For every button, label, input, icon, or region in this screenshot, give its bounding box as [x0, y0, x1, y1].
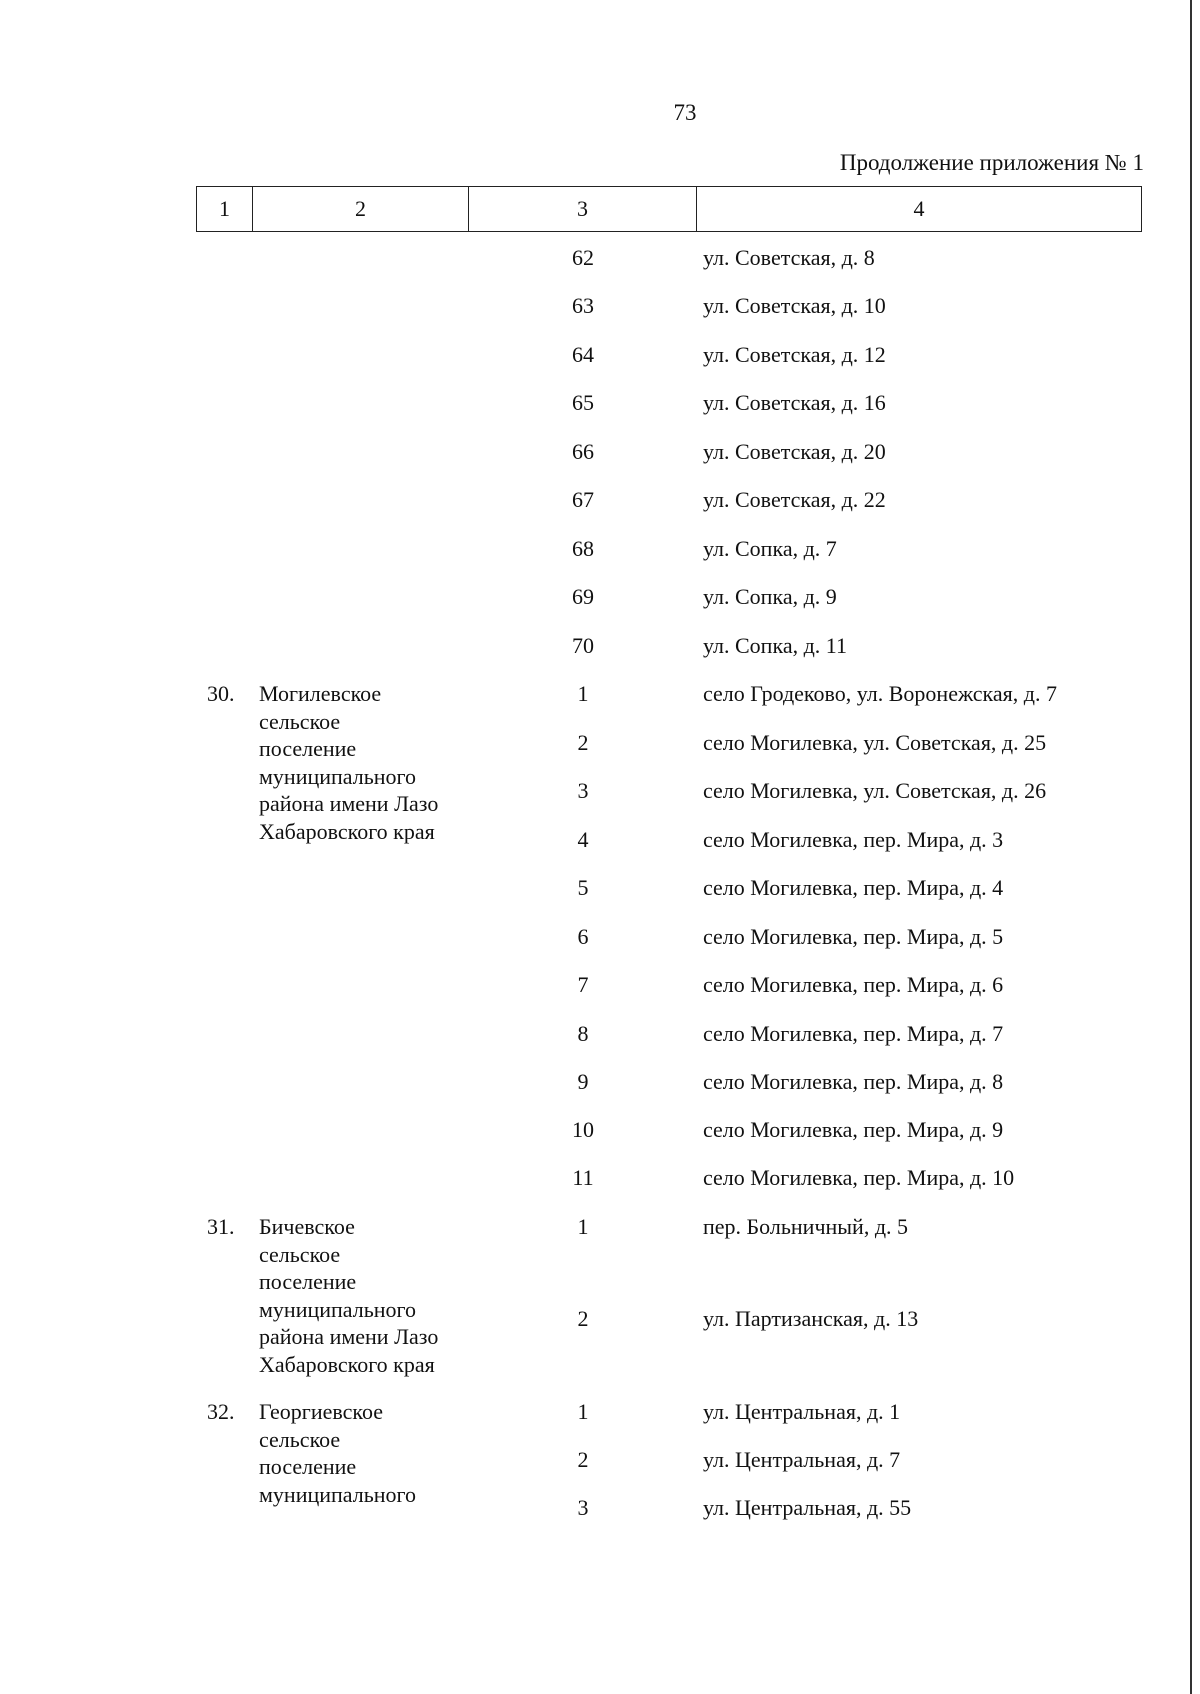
row-address: село Могилевка, пер. Мира, д. 8 — [703, 1069, 1004, 1094]
section-name-line: Хабаровского края — [259, 818, 435, 844]
row-number: 9 — [577, 1069, 589, 1094]
row-number: 6 — [577, 924, 589, 949]
table-row — [0, 582, 1200, 612]
row-address: село Могилевка, пер. Мира, д. 3 — [703, 827, 1004, 852]
section-name-line: сельское — [259, 1426, 341, 1452]
header-col-1: 1 — [197, 187, 253, 232]
appendix-continuation-title: Продолжение приложения № 1 — [839, 150, 1144, 175]
row-address: ул. Центральная, д. 55 — [703, 1495, 912, 1520]
row-address: село Могилевка, ул. Советская, д. 26 — [703, 778, 1047, 803]
row-number: 64 — [572, 342, 594, 367]
row-address: ул. Центральная, д. 7 — [703, 1447, 901, 1472]
row-number: 2 — [577, 1306, 589, 1331]
page-number: 73 — [673, 100, 697, 125]
table-row — [0, 1115, 1200, 1145]
row-number: 1 — [577, 1399, 589, 1424]
section-name-line: муниципального — [259, 1296, 417, 1322]
table-row — [0, 340, 1200, 370]
table-row — [0, 679, 1200, 709]
row-number: 8 — [577, 1021, 589, 1046]
section-name-line: сельское — [259, 1241, 341, 1267]
table-row — [0, 970, 1200, 1000]
table-row — [0, 291, 1200, 321]
header-col-4: 4 — [697, 187, 1142, 232]
table-row — [0, 1163, 1200, 1193]
table-row — [0, 1397, 1200, 1427]
section-name-line: Георгиевское — [259, 1399, 383, 1424]
section-name-line: района имени Лазо — [259, 1324, 439, 1349]
section-name-line: района имени Лазо — [259, 791, 439, 816]
section-name-line: поселение — [259, 1269, 357, 1294]
table-row — [0, 1445, 1200, 1475]
table-row — [0, 1019, 1200, 1049]
section-name-line: сельское — [259, 708, 341, 734]
table-row — [0, 1493, 1200, 1523]
section-name-line: муниципального — [259, 763, 417, 789]
table-row — [0, 1304, 1200, 1334]
row-address: ул. Сопка, д. 11 — [703, 633, 847, 658]
row-number: 11 — [572, 1165, 594, 1190]
row-number: 69 — [572, 584, 594, 609]
section-name-line: поселение — [259, 1454, 357, 1479]
table-row — [0, 1212, 1200, 1242]
section-name — [259, 1398, 479, 1508]
row-address: село Могилевка, пер. Мира, д. 5 — [703, 924, 1004, 949]
table-row — [0, 631, 1200, 661]
row-number: 1 — [577, 681, 589, 706]
table-row — [0, 922, 1200, 952]
row-number: 66 — [572, 439, 594, 464]
row-number: 2 — [577, 1447, 589, 1472]
row-number: 5 — [577, 875, 589, 900]
section-name-line: Хабаровского края — [259, 1351, 435, 1377]
row-address: село Могилевка, ул. Советская, д. 25 — [703, 730, 1047, 755]
row-address: ул. Партизанская, д. 13 — [703, 1306, 919, 1331]
row-number: 10 — [572, 1117, 594, 1142]
row-address: село Могилевка, пер. Мира, д. 10 — [703, 1165, 1015, 1190]
row-address: ул. Советская, д. 8 — [703, 245, 875, 270]
section-name — [259, 680, 479, 845]
section-name — [259, 1213, 479, 1378]
table-row — [0, 243, 1200, 273]
row-address: село Гродеково, ул. Воронежская, д. 7 — [703, 681, 1057, 706]
section-name-line: Бичевское — [259, 1214, 355, 1239]
row-number: 2 — [577, 730, 589, 755]
row-address: ул. Советская, д. 12 — [703, 342, 886, 367]
table-row — [0, 485, 1200, 515]
row-number: 67 — [572, 487, 594, 512]
row-number: 70 — [572, 633, 594, 658]
row-number: 4 — [577, 827, 589, 852]
row-address: ул. Советская, д. 16 — [703, 390, 886, 415]
row-number: 3 — [577, 778, 589, 803]
row-address: село Могилевка, пер. Мира, д. 7 — [703, 1021, 1004, 1046]
row-address: ул. Сопка, д. 7 — [703, 536, 837, 561]
section-number: 32. — [207, 1399, 235, 1424]
row-number: 63 — [572, 293, 594, 318]
row-address: ул. Советская, д. 22 — [703, 487, 886, 512]
section-name-line: муниципального — [259, 1481, 417, 1507]
table-row — [0, 776, 1200, 806]
row-address: ул. Центральная, д. 1 — [703, 1399, 901, 1424]
row-address: село Могилевка, пер. Мира, д. 4 — [703, 875, 1004, 900]
row-address: ул. Советская, д. 20 — [703, 439, 886, 464]
row-number: 1 — [577, 1214, 589, 1239]
row-number: 3 — [577, 1495, 589, 1520]
row-number: 68 — [572, 536, 594, 561]
table-row — [0, 728, 1200, 758]
table-header — [196, 186, 1142, 232]
row-number: 65 — [572, 390, 594, 415]
section-number: 30. — [207, 681, 235, 706]
table-row — [0, 534, 1200, 564]
table-row — [0, 437, 1200, 467]
row-address: ул. Сопка, д. 9 — [703, 584, 837, 609]
table-row — [0, 1067, 1200, 1097]
table-row — [0, 825, 1200, 855]
row-address: ул. Советская, д. 10 — [703, 293, 886, 318]
section-number: 31. — [207, 1214, 235, 1239]
header-col-3: 3 — [469, 187, 697, 232]
header-col-2: 2 — [253, 187, 469, 232]
row-number: 62 — [572, 245, 594, 270]
row-address: село Могилевка, пер. Мира, д. 9 — [703, 1117, 1004, 1142]
table-row — [0, 388, 1200, 418]
row-address: село Могилевка, пер. Мира, д. 6 — [703, 972, 1004, 997]
row-number: 7 — [577, 972, 589, 997]
section-name-line: поселение — [259, 736, 357, 761]
section-name-line: Могилевское — [259, 681, 382, 706]
row-address: пер. Больничный, д. 5 — [703, 1214, 909, 1239]
table-row — [0, 873, 1200, 903]
